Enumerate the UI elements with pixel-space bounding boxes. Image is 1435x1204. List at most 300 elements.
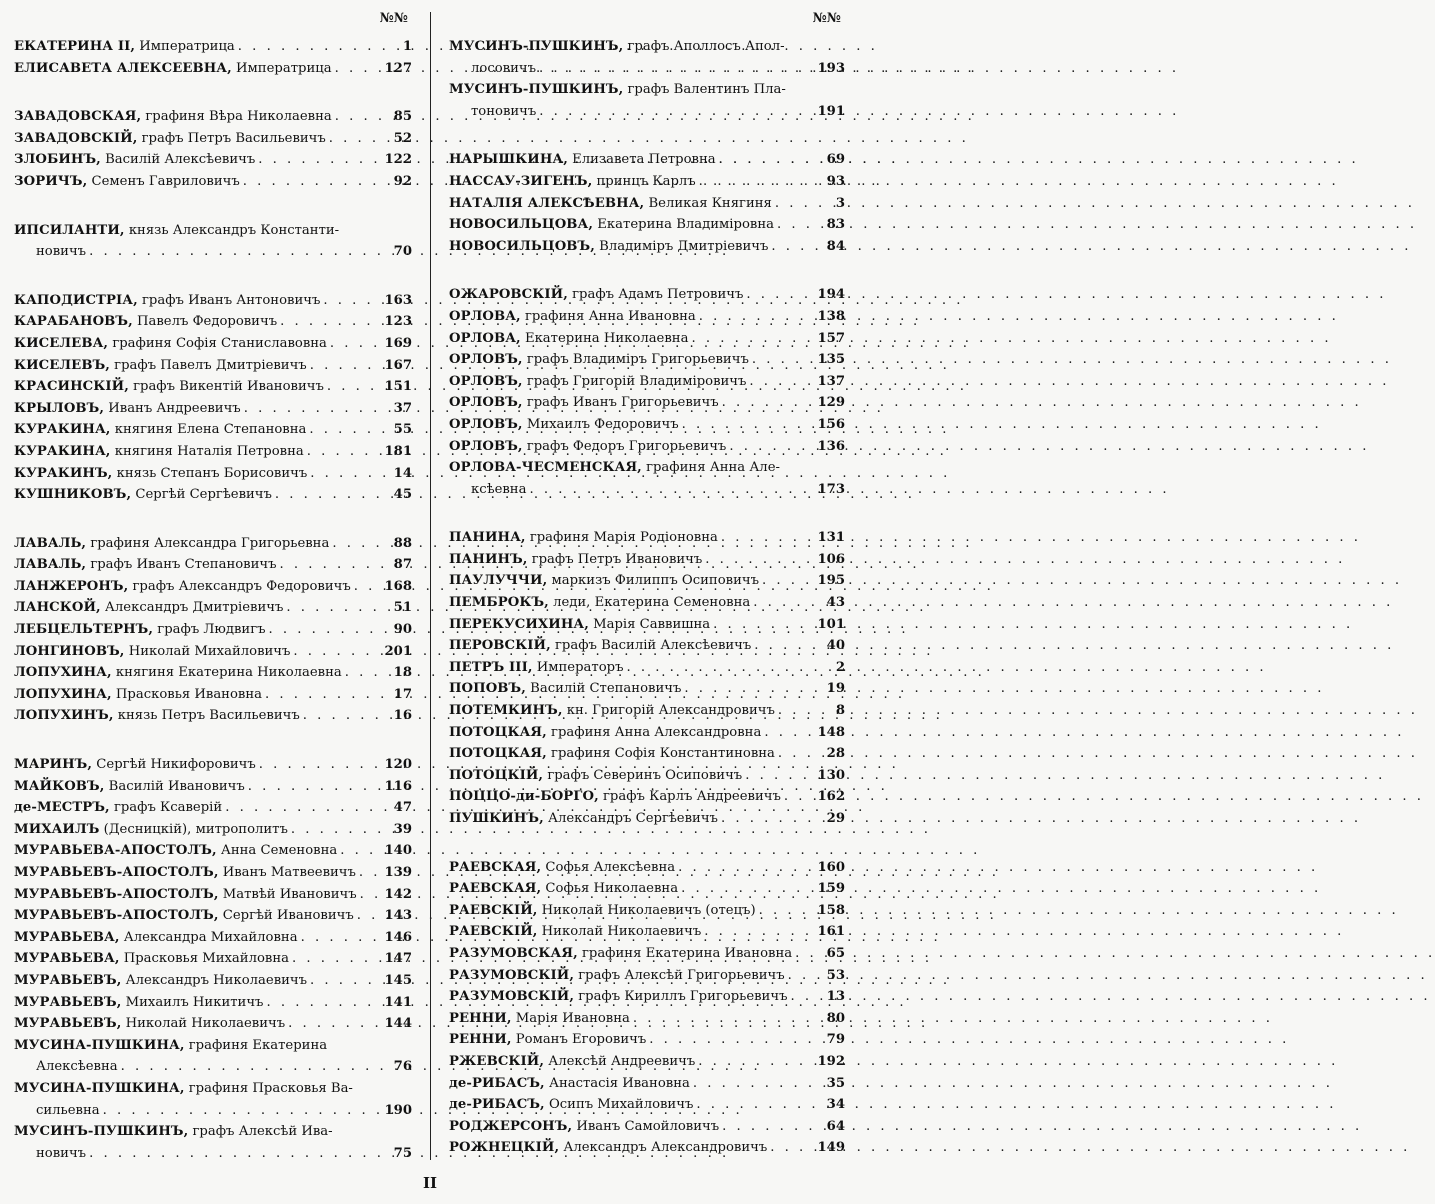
index-entry-continuation [14, 1056, 412, 1078]
dot-leader [241, 398, 394, 420]
entry-text [14, 884, 357, 906]
entry-surname: ЛОНГИНОВЪ, [14, 643, 125, 659]
index-entry [449, 436, 845, 458]
entry-given-name: графъ Григорій Владиміровичъ [526, 373, 747, 389]
entry-given-name: Екатерина Николаевна [524, 330, 689, 346]
index-entry [449, 1094, 845, 1116]
entry-text [14, 819, 288, 841]
dot-leader [337, 840, 384, 862]
entry-text [449, 678, 681, 700]
entry-text [471, 101, 536, 123]
entry-number: 90 [393, 622, 412, 638]
index-entry-continuation [14, 1100, 412, 1122]
entry-given-name: Михаилъ Никитичъ [125, 994, 264, 1010]
entry-text [14, 927, 298, 949]
entry-text [449, 549, 702, 571]
entry-surname: ИПСИЛАНТИ, [14, 222, 125, 238]
entry-given-name: графиня Екатерина Ивановна [581, 945, 793, 961]
entry-surname: РАЕВСКІЙ, [449, 924, 538, 940]
index-entry [14, 355, 412, 377]
entry-given-name: Александръ Александровичъ [563, 1140, 768, 1156]
dot-leader [719, 392, 818, 414]
entry-number: 167 [384, 357, 412, 373]
entry-given-name: Василій Степановичъ [530, 681, 682, 697]
entry-given-name: графиня Софія Константиновна [551, 746, 775, 762]
entry-text [14, 754, 256, 776]
entry-given-name: Алексѣевна [36, 1059, 118, 1075]
entry-number: 45 [393, 487, 412, 503]
entry-surname: ПОТОЦКІЙ, [449, 767, 544, 783]
entry-surname: КРЫЛОВЪ, [14, 400, 105, 416]
index-entry [449, 549, 845, 571]
entry-number: 141 [384, 994, 412, 1010]
dot-leader [787, 986, 826, 1008]
dot-leader [304, 441, 385, 463]
entry-surname: де-РИБАСЪ, [449, 1075, 545, 1091]
index-entry [14, 36, 412, 58]
entry-text [449, 436, 726, 458]
entry-given-name: Императоръ [536, 659, 624, 675]
index-entry [14, 970, 412, 992]
entry-text [14, 376, 324, 398]
entry-given-name: графиня Анна Але- [646, 460, 780, 476]
entry-given-name: принцъ Карлъ [596, 173, 696, 189]
entry-surname: ПОЦЦО-ди-БОРГО, [449, 789, 599, 805]
entry-given-name: лосовичъ [471, 60, 536, 76]
entry-number: 159 [817, 881, 845, 897]
entry-given-name: Марія Саввишна [593, 616, 711, 632]
dot-leader [327, 333, 385, 355]
entry-number: 146 [384, 929, 412, 945]
index-entry [449, 79, 845, 101]
entry-number: 140 [384, 843, 412, 859]
entry-given-name: новичъ [36, 1145, 87, 1161]
entry-surname: ПОТОЦКАЯ, [449, 746, 547, 762]
index-entry [14, 1013, 412, 1035]
entry-given-name: Матвѣй Ивановичъ [222, 886, 357, 902]
index-entry [14, 948, 412, 970]
entry-given-name: графъ Федоръ Григорьевичъ [526, 438, 727, 454]
entry-given-name: Анна Семеновна [220, 843, 338, 859]
entry-given-name: леди, Екатерина Семеновна [553, 595, 751, 611]
dot-leader [320, 290, 384, 312]
index-entry [14, 1035, 412, 1057]
entry-number: 75 [393, 1145, 412, 1161]
entry-number: 3 [835, 195, 845, 211]
index-entry [449, 171, 845, 193]
entry-given-name: графъ Алексѣй Ива- [192, 1124, 333, 1140]
entry-given-name: ксѣевна [471, 481, 527, 497]
entry-text [449, 1116, 719, 1138]
dot-leader [756, 900, 818, 922]
letter-group-spacer [449, 257, 845, 284]
dot-leader [307, 355, 385, 377]
index-entry [14, 597, 412, 619]
entry-given-name: графъ Александръ Федоровичъ [132, 578, 351, 594]
index-entry [14, 441, 412, 463]
entry-text [449, 171, 696, 193]
entry-surname: ЛЕБЦЕЛЬТЕРНЪ, [14, 622, 154, 638]
entry-surname: МУРАВЬЕВА, [14, 929, 120, 945]
entry-text [449, 657, 623, 679]
dot-leader [681, 678, 826, 700]
entry-text [14, 576, 351, 598]
column-divider [430, 12, 431, 1160]
entry-number: 29 [826, 811, 845, 826]
dot-leader [342, 662, 394, 684]
entry-number: 101 [817, 616, 845, 632]
entry-given-name: графиня Анна Ивановна [524, 308, 696, 324]
entry-surname: РОЖНЕЦКІЙ, [449, 1140, 560, 1156]
dot-leader [646, 1029, 826, 1051]
index-entry [14, 819, 412, 841]
entry-number: 144 [384, 1016, 412, 1032]
entry-number: 55 [393, 422, 412, 438]
entry-surname: ПОПОВЪ, [449, 681, 526, 697]
index-entry [14, 1121, 412, 1143]
entry-text [449, 786, 781, 808]
entry-text [449, 700, 775, 722]
index-entry [449, 743, 845, 765]
entry-given-name: Николай Николаевичъ (отецъ) [541, 902, 756, 918]
entry-surname: ОРЛОВЪ, [449, 352, 523, 368]
index-entry [449, 943, 845, 965]
entry-number: 181 [384, 443, 412, 459]
entry-surname: МУРАВЬЕВЪ, [14, 1016, 122, 1032]
dot-leader [751, 635, 826, 657]
entry-text [449, 592, 750, 614]
entry-surname: РАЕВСКАЯ, [449, 881, 542, 897]
entry-text [14, 355, 307, 377]
entry-number: 145 [384, 972, 412, 988]
dot-leader [255, 149, 384, 171]
entry-surname: МУРАВЬЕВЪ-АПОСТОЛЪ, [14, 908, 219, 924]
entry-text [449, 1029, 646, 1051]
entry-surname: НАТАЛІЯ АЛЕКСѢЕВНА, [449, 195, 645, 211]
entry-text [14, 463, 307, 485]
index-entry [14, 463, 412, 485]
letter-group-spacer [449, 500, 845, 527]
index-entry-continuation [449, 101, 845, 123]
entry-surname: ПАНИНЪ, [449, 551, 528, 567]
dot-leader [307, 970, 384, 992]
dot-leader [263, 992, 384, 1014]
dot-leader [290, 641, 384, 663]
dot-leader [283, 597, 393, 619]
index-entry [449, 284, 845, 306]
entry-given-name: графъ Петръ Ивановичъ [531, 551, 703, 567]
entry-surname: РАЗУМОВСКІЙ, [449, 989, 575, 1005]
entry-surname: ПЕРОВСКІЙ, [449, 638, 551, 654]
entry-text [449, 614, 710, 636]
index-entry [449, 678, 845, 700]
entry-given-name: Сергѣй Ивановичъ [222, 908, 354, 924]
entry-surname: МАРИНЪ, [14, 757, 93, 773]
entry-number: 138 [817, 308, 845, 324]
dot-leader [324, 376, 385, 398]
entry-given-name: Софья Алексѣевна [545, 859, 676, 875]
entry-text [449, 193, 772, 215]
entry-surname: КАРАБАНОВЪ, [14, 314, 133, 330]
entry-given-name: Прасковья Ивановна [115, 686, 262, 702]
entry-surname: КУРАКИНА, [14, 422, 111, 438]
index-entry [449, 570, 845, 592]
entry-number: 195 [817, 573, 845, 589]
entry-surname: ПЕТРЪ III, [449, 659, 533, 675]
entry-text [449, 943, 792, 965]
entry-given-name: графъ Аполлосъ Апол- [627, 39, 785, 54]
entry-text [14, 862, 356, 884]
entry-surname: КИСЕЛЕВА, [14, 335, 109, 351]
entry-number: 84 [826, 238, 845, 254]
column-header-number-sign: №№ [379, 11, 408, 26]
entry-given-name: Александръ Сергѣевичъ [548, 811, 718, 826]
entry-number: 1 [402, 39, 412, 54]
entry-text [14, 290, 320, 312]
entry-given-name: Василій Алексѣевичъ [105, 152, 256, 168]
entry-number: 17 [393, 686, 412, 702]
entry-surname: ПЕРЕКУСИХИНА, [449, 616, 589, 632]
entry-surname: ЗЛОБИНЪ, [14, 152, 101, 168]
entry-text [449, 284, 743, 306]
dot-leader [354, 905, 385, 927]
dot-leader [746, 371, 817, 393]
entry-text [14, 106, 332, 128]
entry-number: 136 [817, 438, 845, 454]
entry-surname: МУСИНА-ПУШКИНА, [14, 1080, 185, 1096]
entry-text [14, 797, 222, 819]
index-entry [449, 1029, 845, 1051]
entry-surname: КУШНИКОВЪ, [14, 487, 132, 503]
entry-number: 51 [393, 600, 412, 616]
index-entry [14, 554, 412, 576]
entry-surname: РАЗУМОВСКІЙ, [449, 967, 575, 983]
index-entry [449, 214, 845, 236]
entry-number: 116 [384, 778, 412, 794]
entry-text [36, 1056, 118, 1078]
index-entry [449, 722, 845, 744]
dot-leader [719, 1116, 827, 1138]
entry-text [449, 1073, 690, 1095]
index-entry [14, 840, 412, 862]
index-entry [14, 533, 412, 555]
entry-text [14, 220, 339, 242]
entry-text [14, 333, 327, 355]
index-entry [14, 619, 412, 641]
entry-number: 13 [826, 989, 845, 1005]
entry-text [449, 900, 756, 922]
entry-number: 190 [384, 1102, 412, 1118]
dot-leader [298, 927, 385, 949]
dot-leader [630, 1008, 827, 1030]
entry-surname: РАЗУМОВСКАЯ, [449, 945, 578, 961]
letter-group-spacer [14, 79, 412, 106]
dot-leader [768, 236, 826, 258]
entry-text [14, 419, 306, 441]
entry-given-name: Павелъ Федоровичъ [137, 314, 278, 330]
entry-surname: ЛАВАЛЬ, [14, 557, 87, 573]
entry-number: 201 [384, 643, 412, 659]
entry-surname: МУСИНЪ-ПУШКИНЪ, [14, 1124, 189, 1140]
entry-text [14, 840, 337, 862]
entry-text [14, 1121, 333, 1143]
entry-text [449, 965, 785, 987]
dot-leader [86, 241, 394, 263]
entry-text [449, 306, 696, 328]
entry-number: 139 [384, 865, 412, 880]
index-entry [449, 635, 845, 657]
index-entry [14, 220, 412, 242]
letter-group-spacer [449, 830, 845, 857]
entry-number: 157 [817, 330, 845, 346]
entry-text [449, 236, 768, 258]
index-entry [14, 149, 412, 171]
index-entry [14, 641, 412, 663]
entry-surname: ПАНИНА, [449, 530, 526, 546]
entry-given-name: Софья Николаевна [545, 881, 679, 897]
dot-leader [690, 1073, 827, 1095]
entry-surname: МУРАВЬЕВА, [14, 951, 120, 967]
index-entry [449, 527, 845, 549]
entry-surname: ОЖАРОВСКІЙ, [449, 287, 568, 303]
entry-number: 194 [817, 287, 845, 303]
dot-leader [118, 1056, 394, 1078]
entry-number: 193 [817, 60, 845, 76]
entry-text [14, 149, 255, 171]
index-entry [14, 484, 412, 506]
index-entry [449, 1137, 845, 1159]
entry-given-name: князь Степанъ Борисовичъ [116, 465, 308, 481]
dot-leader [262, 684, 394, 706]
entry-given-name: Иванъ Самойловичъ [576, 1118, 720, 1134]
entry-text [14, 641, 290, 663]
entry-text [14, 705, 300, 727]
entry-text [449, 743, 775, 765]
letter-group-spacer [14, 506, 412, 533]
entry-surname: КИСЕЛЕВЪ, [14, 357, 110, 373]
entry-surname: ЕЛИСАВЕТА АЛЕКСЕЕВНА, [14, 60, 232, 76]
index-entry [449, 193, 845, 215]
entry-number: 47 [393, 800, 412, 816]
dot-leader [792, 943, 827, 965]
entry-surname: ОРЛОВЪ, [449, 395, 523, 411]
entry-text [14, 398, 241, 420]
entry-surname: ПОТЕМКИНЪ, [449, 703, 563, 719]
index-entry [449, 1051, 845, 1073]
entry-number: 147 [384, 951, 412, 967]
index-entry [14, 1078, 412, 1100]
entry-text [449, 1137, 767, 1159]
entry-given-name: Романъ Егоровичъ [515, 1032, 647, 1048]
dot-leader [772, 193, 827, 215]
index-entry [449, 236, 845, 258]
entry-given-name: Николай Михайловичъ [128, 643, 291, 659]
dot-leader [678, 878, 817, 900]
dot-leader [100, 1100, 385, 1122]
entry-text [449, 36, 785, 58]
entry-text [14, 128, 326, 150]
entry-given-name: графиня Софія Станиславовна [112, 335, 327, 351]
dot-leader [759, 570, 817, 592]
index-entry [449, 392, 845, 414]
entry-text [449, 527, 718, 549]
entry-number: 2 [835, 659, 845, 675]
dot-leader [332, 106, 394, 128]
entry-given-name: графъ Иванъ Антоновичъ [142, 292, 321, 308]
entry-number: 93 [826, 173, 845, 189]
entry-number: 79 [826, 1032, 845, 1048]
dot-leader [272, 484, 394, 506]
index-entry [14, 311, 412, 333]
entry-text [449, 1051, 695, 1073]
dot-leader [749, 349, 818, 371]
entry-text [14, 554, 277, 576]
entry-surname: ЛАНЖЕРОНЪ, [14, 578, 129, 594]
entry-number: 129 [817, 395, 845, 411]
dot-leader [696, 306, 818, 328]
dot-leader [240, 171, 394, 193]
entry-number: 87 [393, 557, 412, 573]
entry-number: 69 [826, 152, 845, 168]
index-entry-continuation [14, 241, 412, 263]
index-entry [449, 765, 845, 787]
dot-leader [688, 328, 817, 350]
entry-surname: ОРЛОВА-ЧЕСМЕНСКАЯ, [449, 460, 642, 476]
entry-text [449, 1008, 630, 1030]
entry-surname: ЛОПУХИНЪ, [14, 708, 114, 724]
letter-group-spacer [14, 727, 412, 754]
entry-text [449, 149, 716, 171]
entry-given-name: Прасковья Михайловна [123, 951, 289, 967]
entry-given-name: графъ Викентій Ивановичъ [133, 379, 324, 395]
index-entry [14, 58, 412, 80]
entry-surname: РЖЕВСКІЙ, [449, 1053, 545, 1069]
entry-number: 158 [817, 902, 845, 918]
entry-number: 92 [393, 173, 412, 189]
dot-leader [695, 1051, 817, 1073]
entry-surname: КУРАКИНА, [14, 443, 111, 459]
letter-group-spacer [449, 122, 845, 149]
dot-leader [256, 754, 385, 776]
entry-number: 80 [826, 1010, 845, 1026]
entry-number: 14 [393, 465, 412, 481]
entry-text [36, 1143, 86, 1165]
entry-given-name: Императрица [139, 39, 235, 54]
entry-given-name: княгиня Елена Степановна [114, 422, 307, 438]
entry-surname: МАЙКОВЪ, [14, 778, 105, 794]
dot-leader [679, 414, 818, 436]
entry-surname: РЕННИ, [449, 1032, 512, 1048]
entry-given-name: Елизавета Петровна [572, 152, 716, 168]
entry-surname: КАПОДИСТРІА, [14, 292, 138, 308]
dot-leader [623, 657, 827, 679]
index-entry [449, 1116, 845, 1138]
entry-text [14, 441, 304, 463]
entry-number: 34 [826, 1097, 845, 1113]
entry-surname: ЕКАТЕРИНА II, [14, 39, 136, 54]
letter-group-spacer [14, 193, 412, 220]
entry-text [449, 921, 701, 943]
entry-number: 35 [826, 1075, 845, 1091]
entry-number: 148 [817, 724, 845, 740]
dot-leader [288, 819, 394, 841]
entry-surname: ЛАВАЛЬ, [14, 535, 87, 551]
entry-given-name: князь Александръ Константи- [128, 222, 340, 238]
dot-leader [326, 128, 394, 150]
entry-surname: де-РИБАСЪ, [449, 1097, 545, 1113]
entry-surname: МИХАИЛЪ [14, 821, 100, 837]
entry-given-name: Екатерина Владиміровна [597, 217, 774, 233]
